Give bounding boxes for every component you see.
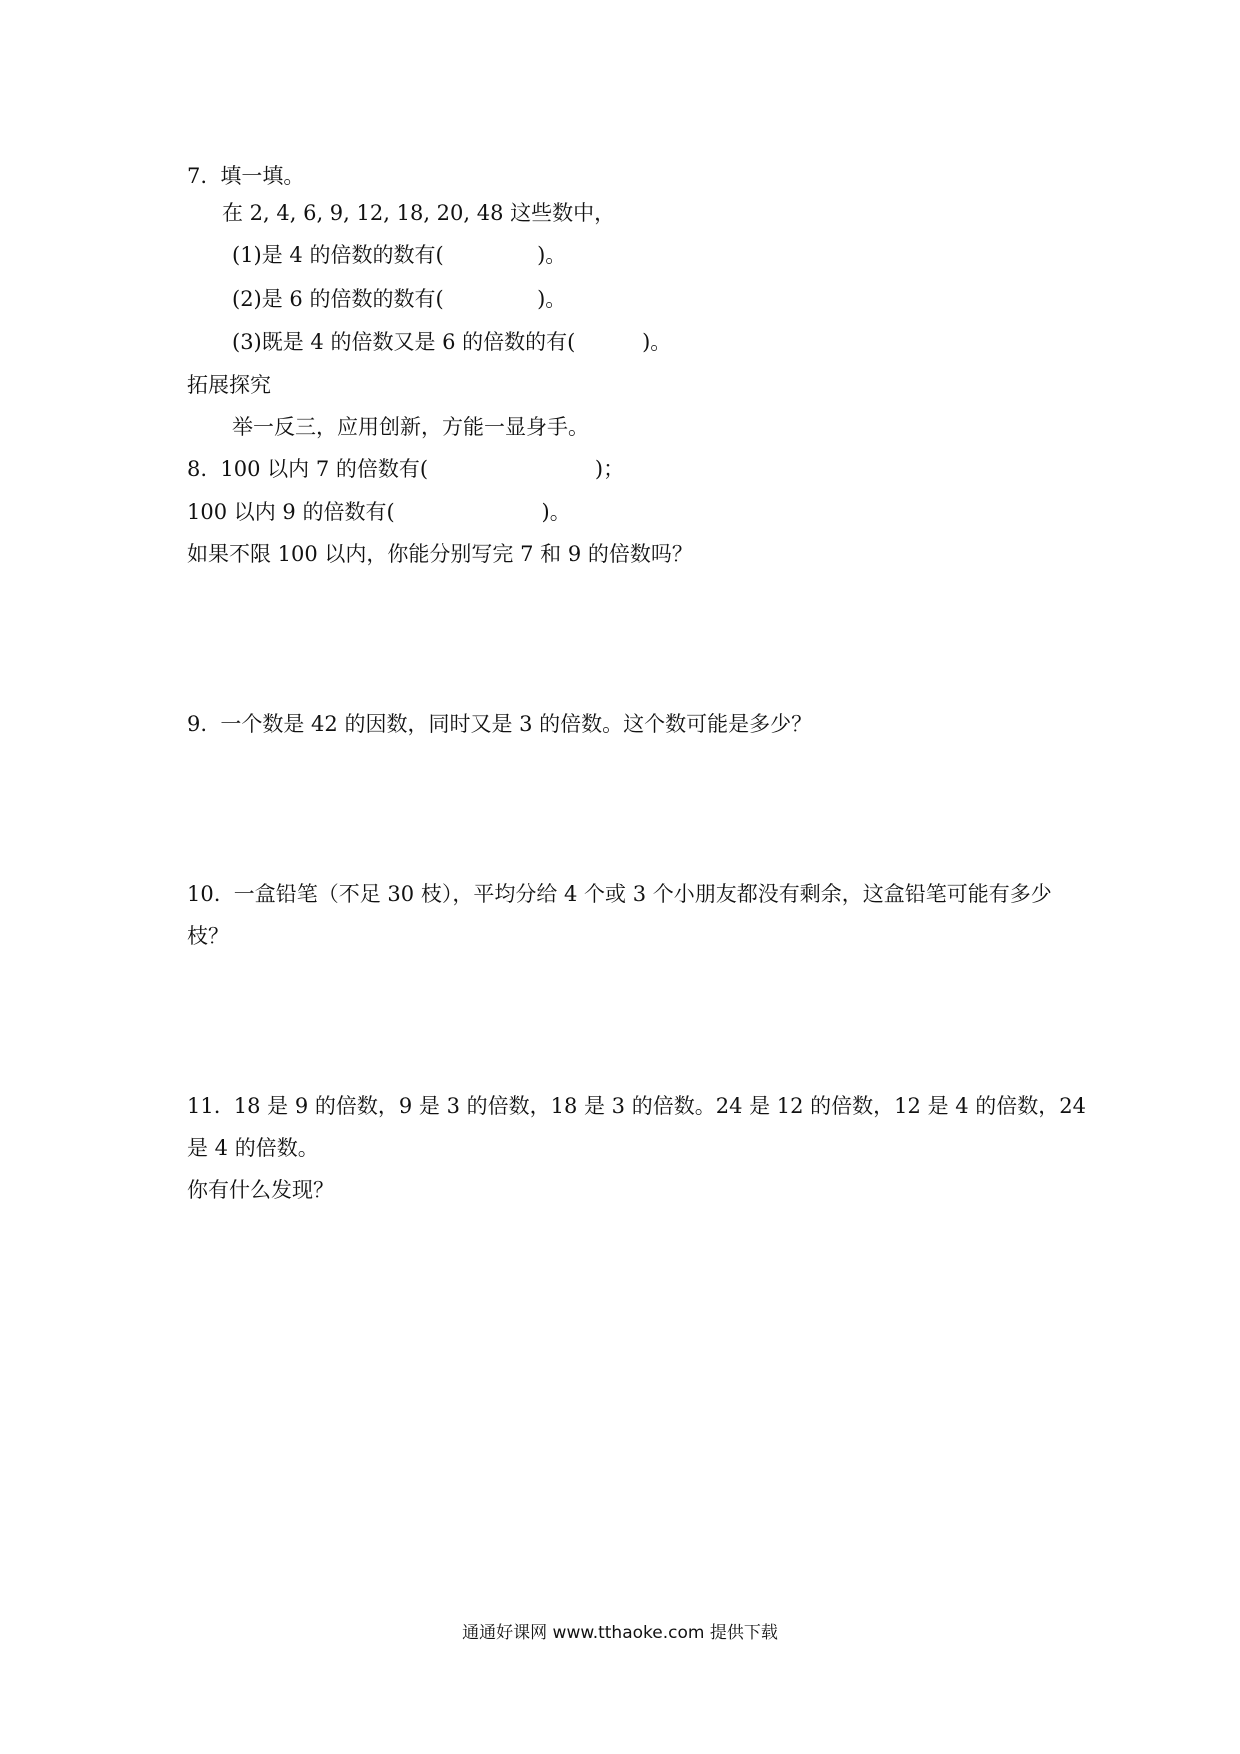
q10-line-1: 10. 一盒铅笔（不足 30 枝），平均分给 4 个或 3 个小朋友都没有剩余，这盒铅笔可能有多少	[187, 882, 1052, 906]
q7-title: 7. 填一填。	[187, 164, 305, 188]
q7-intro: 在 2, 4, 6, 9, 12, 18, 20, 48 这些数中，	[222, 201, 616, 225]
q9-text: 9. 一个数是 42 的因数，同时又是 3 的倍数。这个数可能是多少？	[187, 712, 813, 736]
q7-item-1: (1)是 4 的倍数的数有( )。	[232, 243, 567, 267]
q7-item-2: (2)是 6 的倍数的数有( )。	[232, 287, 567, 311]
page-footer: 通通好课网 www.tthaoke.com 提供下载	[462, 1623, 778, 1643]
q11-line-2: 是 4 的倍数。	[187, 1136, 319, 1160]
q8-line-2: 100 以内 9 的倍数有( )。	[187, 500, 571, 524]
q11-line-1: 11. 18 是 9 的倍数，9 是 3 的倍数，18 是 3 的倍数。24 是 12 的倍数，12 是 4 的倍数，24	[187, 1094, 1087, 1118]
q11-line-3: 你有什么发现？	[187, 1178, 334, 1202]
section-heading: 拓展探究	[187, 373, 271, 397]
q8-line-1: 8. 100 以内 7 的倍数有( )；	[187, 457, 625, 481]
q10-line-2: 枝？	[187, 924, 229, 948]
section-motto: 举一反三，应用创新，方能一显身手。	[232, 415, 589, 439]
q7-item-3: (3)既是 4 的倍数又是 6 的倍数的有( )。	[232, 330, 672, 354]
q8-line-3: 如果不限 100 以内，你能分别写完 7 和 9 的倍数吗？	[187, 542, 693, 566]
